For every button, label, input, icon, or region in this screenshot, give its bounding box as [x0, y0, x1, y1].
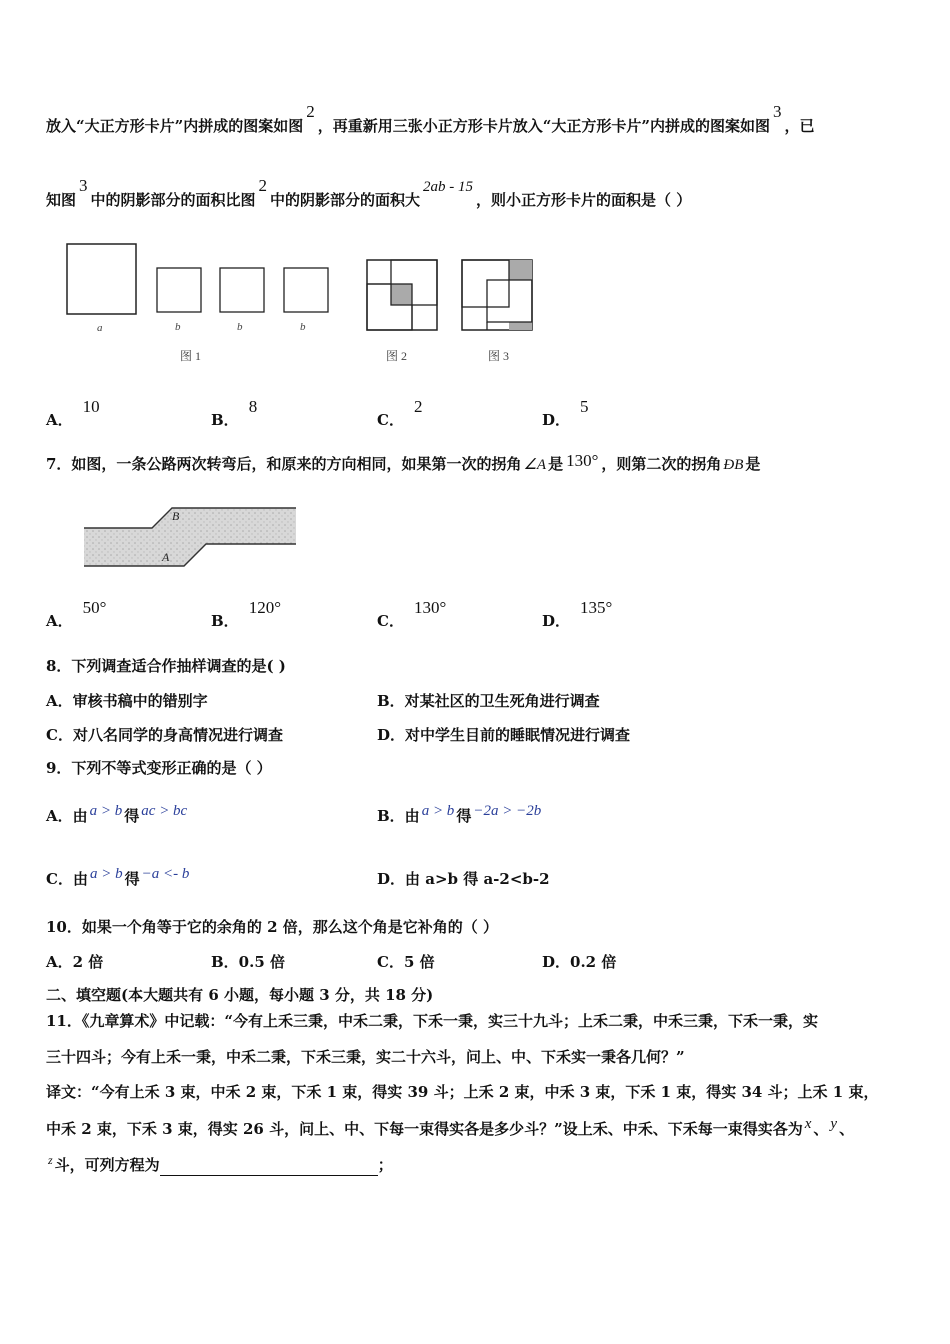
q7-angle-a: ∠A	[523, 457, 547, 473]
q6-figures	[60, 238, 550, 370]
var-z: z	[48, 1153, 53, 1167]
option-value: 50°	[82, 598, 107, 617]
option-letter: B．	[211, 612, 239, 630]
q8-option-a[interactable]: A．审核书稿中的错别字	[46, 692, 208, 710]
q11-text: 中禾 2 束，下禾 3 束，得实 26 斗，问上、中、下每一束得实各是多少斗？”设上禾、中禾、下禾每一束得实各为	[46, 1120, 803, 1138]
separator: 、	[813, 1120, 829, 1138]
option-value: 130°	[413, 598, 447, 617]
q6-fig-ref: 2	[258, 176, 268, 195]
fig2-caption: 图 2	[386, 349, 408, 363]
q10-option-b[interactable]: B．0.5 倍	[211, 953, 285, 971]
option-text: A．由	[46, 807, 88, 825]
q10-option-d[interactable]: D．0.2 倍	[542, 953, 617, 971]
small-square-2	[220, 268, 264, 312]
q8-option-c[interactable]: C．对八名同学的身高情况进行调查	[46, 726, 283, 744]
option-text: 得	[124, 870, 140, 888]
q7-text: ，则第二次的拐角	[601, 455, 722, 473]
q6-option-a[interactable]	[46, 397, 100, 430]
math-expr: ac > bc	[141, 803, 188, 819]
math-expr: −2a > −2b	[473, 803, 542, 819]
road-figure	[80, 500, 300, 572]
q7-degree: 130°	[566, 451, 599, 470]
big-square	[67, 244, 136, 314]
label-a: a	[97, 322, 103, 334]
option-value: 135°	[580, 598, 613, 617]
fig3-caption: 图 3	[488, 349, 510, 363]
math-expr: a > b	[421, 803, 455, 819]
fig1-caption: 图 1	[180, 349, 202, 363]
option-letter: B．	[211, 411, 239, 429]
road-label-b: B	[172, 509, 180, 523]
q6-line-2	[46, 176, 692, 211]
q6-fig-ref: 3	[79, 176, 88, 195]
q7-option-d[interactable]	[542, 598, 613, 631]
road-label-a: A	[162, 550, 170, 564]
label-b-1: b	[175, 321, 181, 333]
q10-stem: 10．如果一个角等于它的余角的 2 倍，那么这个角是它补角的（ ）	[46, 918, 498, 936]
math-expr: a > b	[89, 866, 123, 882]
q6-text: 放入“大正方形卡片”内拼成的图案如图	[46, 117, 304, 135]
q7-option-b[interactable]	[211, 598, 281, 631]
q11-line-1: 11．《九章算术》中记载：“今有上禾三秉，中禾二秉，下禾一秉，实三十九斗；上禾二秉，中禾三秉，下禾一秉，实	[46, 1012, 819, 1030]
q6-line-1	[46, 102, 815, 136]
q7-stem	[46, 451, 761, 475]
q6-text: ，则小正方形卡片的面积是（ ）	[476, 191, 692, 209]
q10-option-a[interactable]: A．2 倍	[46, 953, 104, 971]
q9-option-b[interactable]	[377, 805, 543, 826]
q6-text: 中的阴影部分的面积比图	[90, 191, 256, 209]
option-text: 得	[124, 807, 140, 825]
q6-fig-ref: 3	[773, 102, 782, 121]
option-letter: C．	[377, 411, 404, 429]
q7-text: 是	[548, 455, 564, 473]
option-text: B．由	[377, 807, 420, 825]
q7-angle-b: ÐB	[723, 457, 744, 473]
q6-text: ，已	[784, 117, 815, 135]
var-x: x	[804, 1116, 812, 1132]
q9-option-a[interactable]	[46, 805, 189, 826]
answer-blank[interactable]	[160, 1159, 378, 1176]
q7-option-a[interactable]	[46, 598, 107, 631]
label-b-3: b	[300, 321, 306, 333]
figure-2	[367, 260, 437, 330]
option-letter: A．	[46, 411, 73, 429]
option-text: 得	[456, 807, 472, 825]
q11-line-5	[46, 1155, 393, 1176]
option-value: 2	[413, 397, 423, 416]
q9-option-d[interactable]: D．由 a>b 得 a-2<b-2	[377, 870, 550, 888]
option-letter: A．	[46, 612, 73, 630]
option-letter: D．	[542, 612, 571, 630]
option-value: 10	[82, 397, 100, 416]
option-value: 5	[580, 397, 589, 416]
q7-text: 7．如图，一条公路两次转弯后，和原来的方向相同，如果第一次的拐角	[46, 455, 522, 473]
figure-3	[462, 260, 532, 330]
road-body	[84, 508, 296, 566]
q6-text: ，再重新用三张小正方形卡片放入“大正方形卡片”内拼成的图案如图	[317, 117, 771, 135]
option-letter: D．	[542, 411, 571, 429]
var-y: y	[830, 1116, 838, 1132]
q7-text: 是	[745, 455, 761, 473]
q11-text: ；	[377, 1156, 393, 1174]
math-expr: a > b	[89, 803, 123, 819]
q8-option-d[interactable]: D．对中学生目前的睡眠情况进行调查	[377, 726, 631, 744]
separator: 、	[839, 1120, 855, 1138]
section-heading: 二、填空题(本大题共有 6 小题，每小题 3 分，共 18 分)	[46, 986, 434, 1004]
option-letter: C．	[377, 612, 404, 630]
q6-text: 知图	[46, 191, 77, 209]
q9-stem: 9．下列不等式变形正确的是（ ）	[46, 759, 272, 777]
option-text: C．由	[46, 870, 88, 888]
option-value: 120°	[248, 598, 281, 617]
q6-expression: 2ab - 15	[423, 179, 474, 195]
q6-text: 中的阴影部分的面积大	[270, 191, 421, 209]
q6-fig-ref: 2	[306, 102, 315, 121]
label-b-2: b	[237, 321, 243, 333]
small-square-1	[157, 268, 201, 312]
q8-stem: 8．下列调查适合作抽样调查的是( )	[46, 657, 286, 675]
q11-text: 斗，可列方程为	[54, 1156, 160, 1174]
q11-line-2: 三十四斗；今有上禾一秉，中禾二秉，下禾三秉，实二十六斗，问上、中、下禾实一秉各几何？”	[46, 1048, 685, 1066]
q11-line-3: 译文：“今有上禾 3 束，中禾 2 束，下禾 1 束，得实 39 斗；上禾 2 束，中禾 3 束，下禾 1 束，得实 34 斗；上禾 1 束，	[46, 1083, 879, 1101]
q6-option-d[interactable]	[542, 397, 589, 430]
q10-option-c[interactable]: C．5 倍	[377, 953, 435, 971]
q7-option-c[interactable]	[377, 598, 447, 631]
small-square-3	[284, 268, 328, 312]
q8-option-b[interactable]: B．对某社区的卫生死角进行调查	[377, 692, 600, 710]
q9-option-c[interactable]	[46, 868, 191, 889]
math-expr: −a <- b	[141, 866, 190, 882]
q6-option-c[interactable]	[377, 397, 423, 430]
option-value: 8	[248, 397, 258, 416]
q11-line-4	[46, 1116, 855, 1140]
q6-option-b[interactable]	[211, 397, 258, 430]
